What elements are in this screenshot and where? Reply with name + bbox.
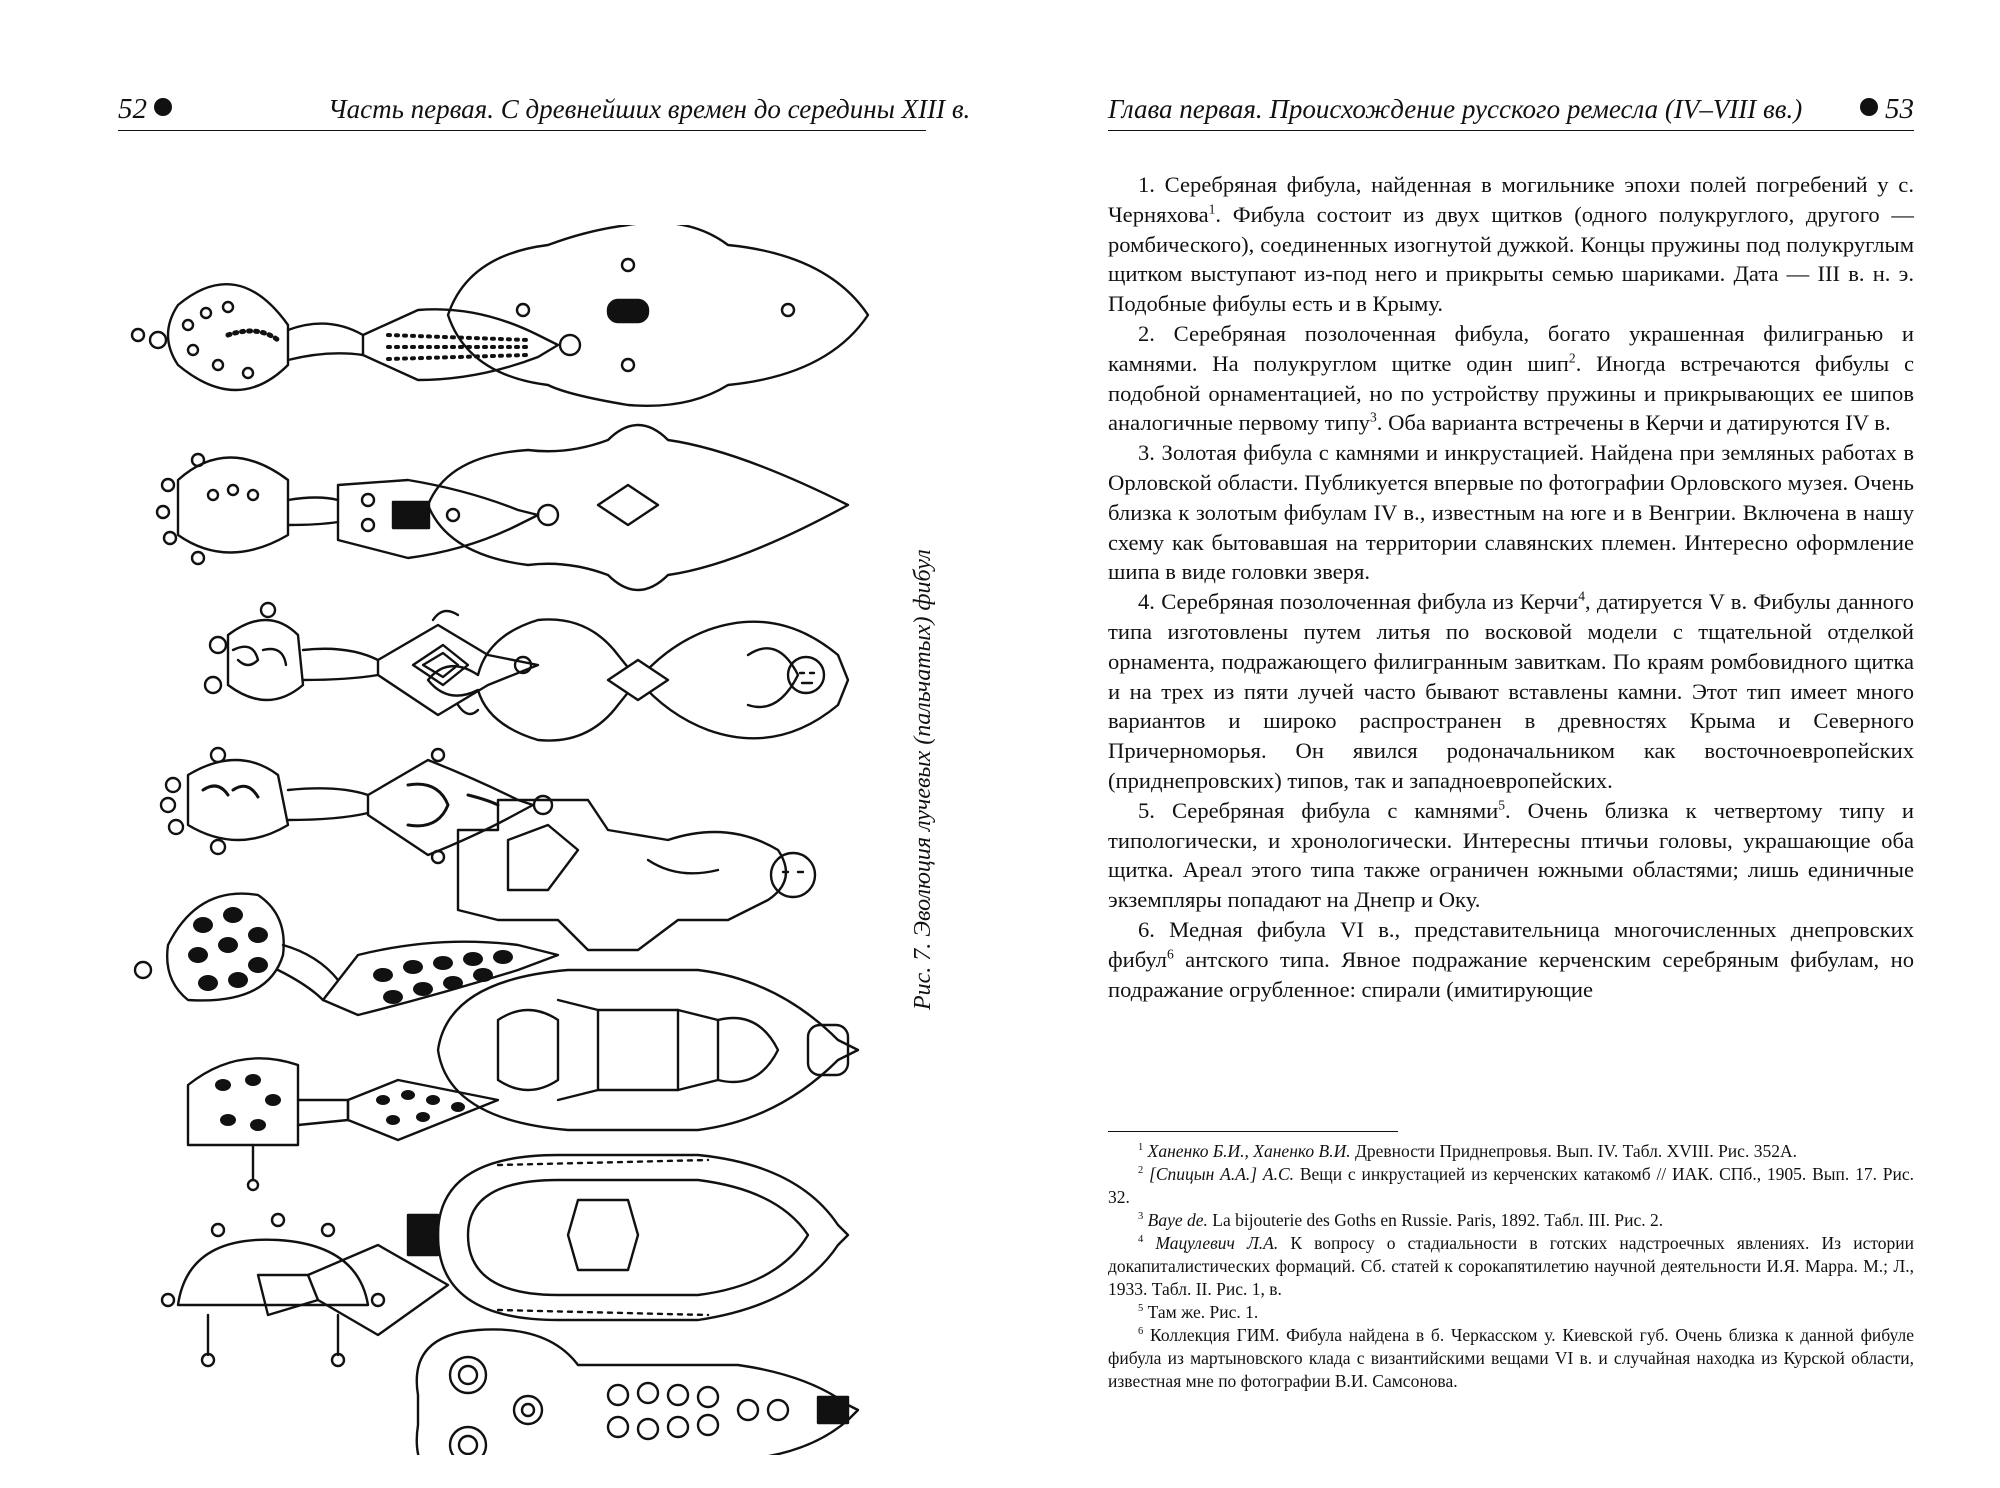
paragraph-6: [1108, 915, 1914, 1004]
fibula-profile-1: [132, 284, 580, 390]
footnote-1: [1108, 1140, 1914, 1163]
paragraph-text: . Фибула состоит из двух щитков (одного полукруглого, другого — ромбического), соединенных изогнутой дужкой. Концы пружины под полукруглым щитком выступают из-под него и прикрыты семью шариками. Дата — III в. н. э. Подобные фибулы есть и в Крыму.: [1108, 201, 1914, 317]
paragraph-4: [1108, 587, 1914, 796]
paragraph-text: антского типа. Явное подражание керченским серебряным фибулам, но подражание огрубленное: спирали (имитирующие: [1108, 946, 1914, 1002]
fibula-profile-3: [205, 603, 538, 715]
footnote-3: [1108, 1209, 1914, 1232]
footnote-text: La bijouterie des Goths en Russie. Paris, 1892. Табл. III. Рис. 2.: [1207, 1210, 1664, 1230]
paragraph-text: 2. Серебряная позолоченная фибула, богато украшенная филигранью и камнями. На полукруглом щитке один шип: [1108, 320, 1914, 376]
footnote-author: Ханенко Б.И., Ханенко В.И.: [1147, 1141, 1351, 1161]
right-head-rule: [1108, 130, 1914, 131]
footnotes: [1108, 1140, 1914, 1393]
fibula-plate-4: [458, 800, 815, 950]
fibula-profile-5: [135, 894, 558, 1015]
fibula-evolution-figure: [118, 225, 888, 1455]
fibula-profile-4: [161, 748, 552, 863]
footnote-ref: 4: [1578, 588, 1585, 604]
fibula-profile-7: [162, 1214, 448, 1366]
fibula-plate-5: [438, 970, 858, 1130]
footnote-ref: 2: [1568, 350, 1576, 366]
footnote-author: Мацулевич Л.А.: [1155, 1233, 1279, 1253]
paragraph-3: [1108, 438, 1914, 587]
figure-caption: Рис. 7. Эволюция лучевых (пальчатых) фибул: [910, 549, 936, 1010]
footnote-ref: 1: [1208, 201, 1216, 217]
footnote-text: К вопросу о стадиальности в готских надстроечных явлениях. Из истории докапиталистических формаций. Сб. статей к сорокапятилетию научной деятельности И.Я. Марра. М.; Л., 1933. Табл. II. Рис. 1, в.: [1108, 1233, 1915, 1299]
footnote-text: Коллекция ГИМ. Фибула найдена в б. Черкасском у. Киевской губ. Очень близка к данной фибуле фибула из мартыновского клада с византийскими вещами VI в. и случайная находка из Курской области, известная мне по фотографии В.И. Самсонова.: [1108, 1325, 1914, 1391]
paragraph-2: [1108, 319, 1914, 438]
footnote-5: [1108, 1301, 1914, 1324]
left-running-head: Часть первая. С древнейших времен до середины XIII в.: [328, 94, 971, 124]
footnote-number: 4: [1138, 1234, 1144, 1246]
paragraph-text: 5. Серебряная фибула с камнями: [1138, 797, 1499, 823]
fibula-plate-7: [417, 1329, 858, 1455]
paragraph-text: 4. Серебряная позолоченная фибула из Керчи: [1138, 589, 1579, 615]
right-page-number: 53: [1885, 93, 1914, 125]
page-bullet-icon: [1860, 98, 1878, 116]
footnote-ref: 5: [1498, 797, 1505, 813]
footnote-number: 1: [1138, 1142, 1144, 1154]
paragraph-text: 1. Серебряная фибула, найденная в могильнике эпохи полей погребений у с. Черняхова: [1108, 172, 1914, 227]
footnote-author: [Спицын А.А.] А.С.: [1149, 1164, 1295, 1184]
paragraph-text: . Оба варианта встречены в Керчи и датируются IV в.: [1376, 410, 1891, 436]
fibula-plate-6: [408, 1155, 848, 1320]
footnote-number: 5: [1138, 1303, 1144, 1315]
paragraph-1: [1108, 170, 1914, 319]
footnote-ref: 3: [1369, 409, 1377, 425]
paragraph-text: 3. Золотая фибула с камнями и инкрустацией. Найдена при земляных работах в Орловской области. Публикуется впервые по фотографии Орловского музея. Очень близка к золотым фибулам IV в., известным на юге и в Венгрии. Включена в нашу схему как бытовавшая на территории славянских племен. Интересно оформление шипа в виде головки зверя.: [1108, 440, 1914, 585]
right-page-number-block: [1860, 92, 1914, 126]
footnote-rule: [1108, 1131, 1398, 1132]
fibula-plate-3: [428, 619, 848, 740]
body-text: [1108, 170, 1914, 1004]
footnote-number: 2: [1138, 1165, 1144, 1177]
right-page: [1000, 0, 2000, 1488]
footnote-ref: 6: [1166, 946, 1174, 962]
fibula-profile-2: [157, 454, 558, 564]
page-bullet-icon: [154, 98, 172, 116]
paragraph-text: 6. Медная фибула VI в., представительница многочисленных днепровских фибул: [1108, 916, 1914, 972]
left-head-rule: [118, 130, 926, 131]
fibula-plate-2: [428, 425, 848, 590]
footnote-6: [1108, 1324, 1914, 1393]
fibula-plate-1: [448, 225, 868, 406]
footnote-text: Древности Приднепровья. Вып. IV. Табл. XVIII. Рис. 352А.: [1350, 1141, 1797, 1161]
left-page-number: 52: [118, 93, 147, 125]
left-page-number-block: [118, 92, 172, 126]
fibula-profile-6: [188, 1058, 498, 1190]
footnote-4: [1108, 1232, 1914, 1301]
footnote-number: 6: [1138, 1326, 1144, 1338]
footnote-text: Вещи с инкрустацией из керченских катакомб // ИАК. СПб., 1905. Вып. 17. Рис. 32.: [1108, 1164, 1914, 1207]
footnote-number: 3: [1138, 1211, 1144, 1223]
paragraph-text: , датируется V в. Фибулы данного типа изготовлены путем литья по восковой модели с тщательной отделкой орнамента, подражающего филигранным завиткам. По краям ромбовидного щитка и на трех из пяти лучей часто бывают вставлены камни. Этот тип имеет много вариантов и широко распространен в древностях Крыма и Северного Причерноморья. Он явился родоначальником как восточноевропейских (приднепровских) типов, так и западноевропейских.: [1108, 589, 1914, 793]
paragraph-5: [1108, 796, 1914, 915]
paragraph-text: . Очень близка к четвертому типу и типологически, и хронологически. Интересны птичьи головы, украшающие оба щитка. Ареал этого типа также ограничен южными областями; лишь единичные экземпляры попадают на Днепр и Оку.: [1108, 797, 1914, 913]
footnote-text: Там же. Рис. 1.: [1147, 1302, 1259, 1322]
footnote-2: [1108, 1163, 1914, 1209]
right-running-head: Глава первая. Происхождение русского ремесла (IV–VIII вв.): [1108, 94, 1803, 124]
footnote-author: Baye de.: [1147, 1210, 1208, 1230]
paragraph-text: . Иногда встречаются фибулы с подобной орнаментацией, но по устройству пружины и прикрывающих ее шипов аналогичные первому типу: [1108, 350, 1914, 436]
